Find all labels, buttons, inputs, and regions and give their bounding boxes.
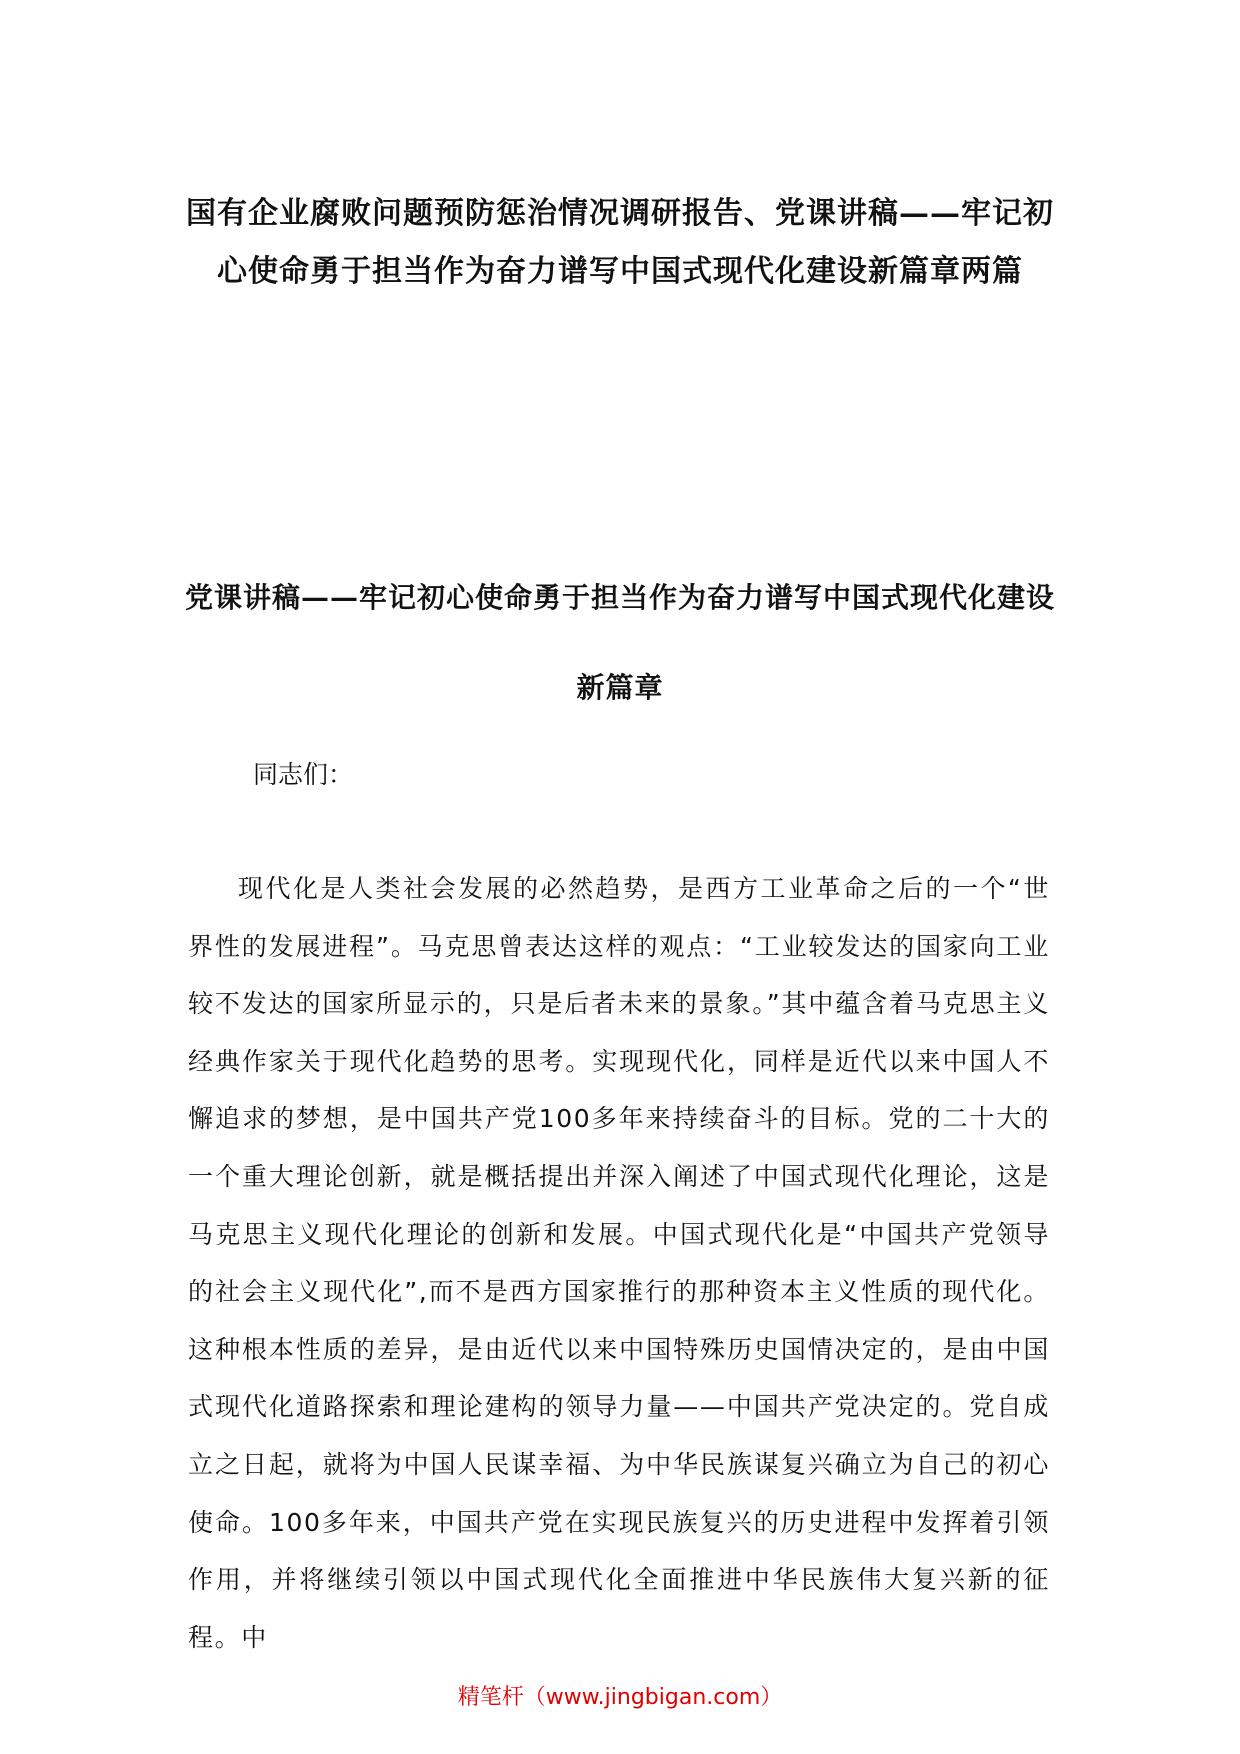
speech-title: 党课讲稿——牢记初心使命勇于担当作为奋力谱写中国式现代化建设新篇章 (184, 581, 1055, 704)
document-main-title: 国有企业腐败问题预防惩治情况调研报告、党课讲稿——牢记初心使命勇于担当作为奋力谱写中国式现代化建设新篇章两篇 (186, 196, 1054, 289)
body-paragraph: 现代化是人类社会发展的必然趋势，是西方工业革命之后的一个“世界性的发展进程”。马克思曾表达这样的观点：“工业较发达的国家向工业较不发达的国家所显示的，只是后者未来的景象。”其中蕴含着马克思主义经典作家关于现代化趋势的思考。实现现代化，同样是近代以来中国人不懈追求的梦想，是中国共产党100多年来持续奋斗的目标。党的二十大的一个重大理论创新，就是概括提出并深入阐述了中国式现代化理论，这是马克思主义现代化理论的创新和发展。中国式现代化是“中国共产党领导的社会主义现代化”,而不是西方国家推行的那种资本主义性质的现代化。这种根本性质的差异，是由近代以来中国特殊历史国情决定的，是由中国式现代化道路探索和理论建构的领导力量——中国共产党决定的。党自成立之日起，就将为中国人民谋幸福、为中华民族谋复兴确立为自己的初心使命。100多年来，中国共产党在实现民族复兴的历史进程中发挥着引领作用，并将继续引领以中国式现代化全面推进中华民族伟大复兴新的征程。中 (188, 874, 1050, 1652)
salutation: 同志们： (253, 760, 354, 789)
footer-watermark: 精笔杆（www.jingbigan.com） (457, 1685, 783, 1710)
